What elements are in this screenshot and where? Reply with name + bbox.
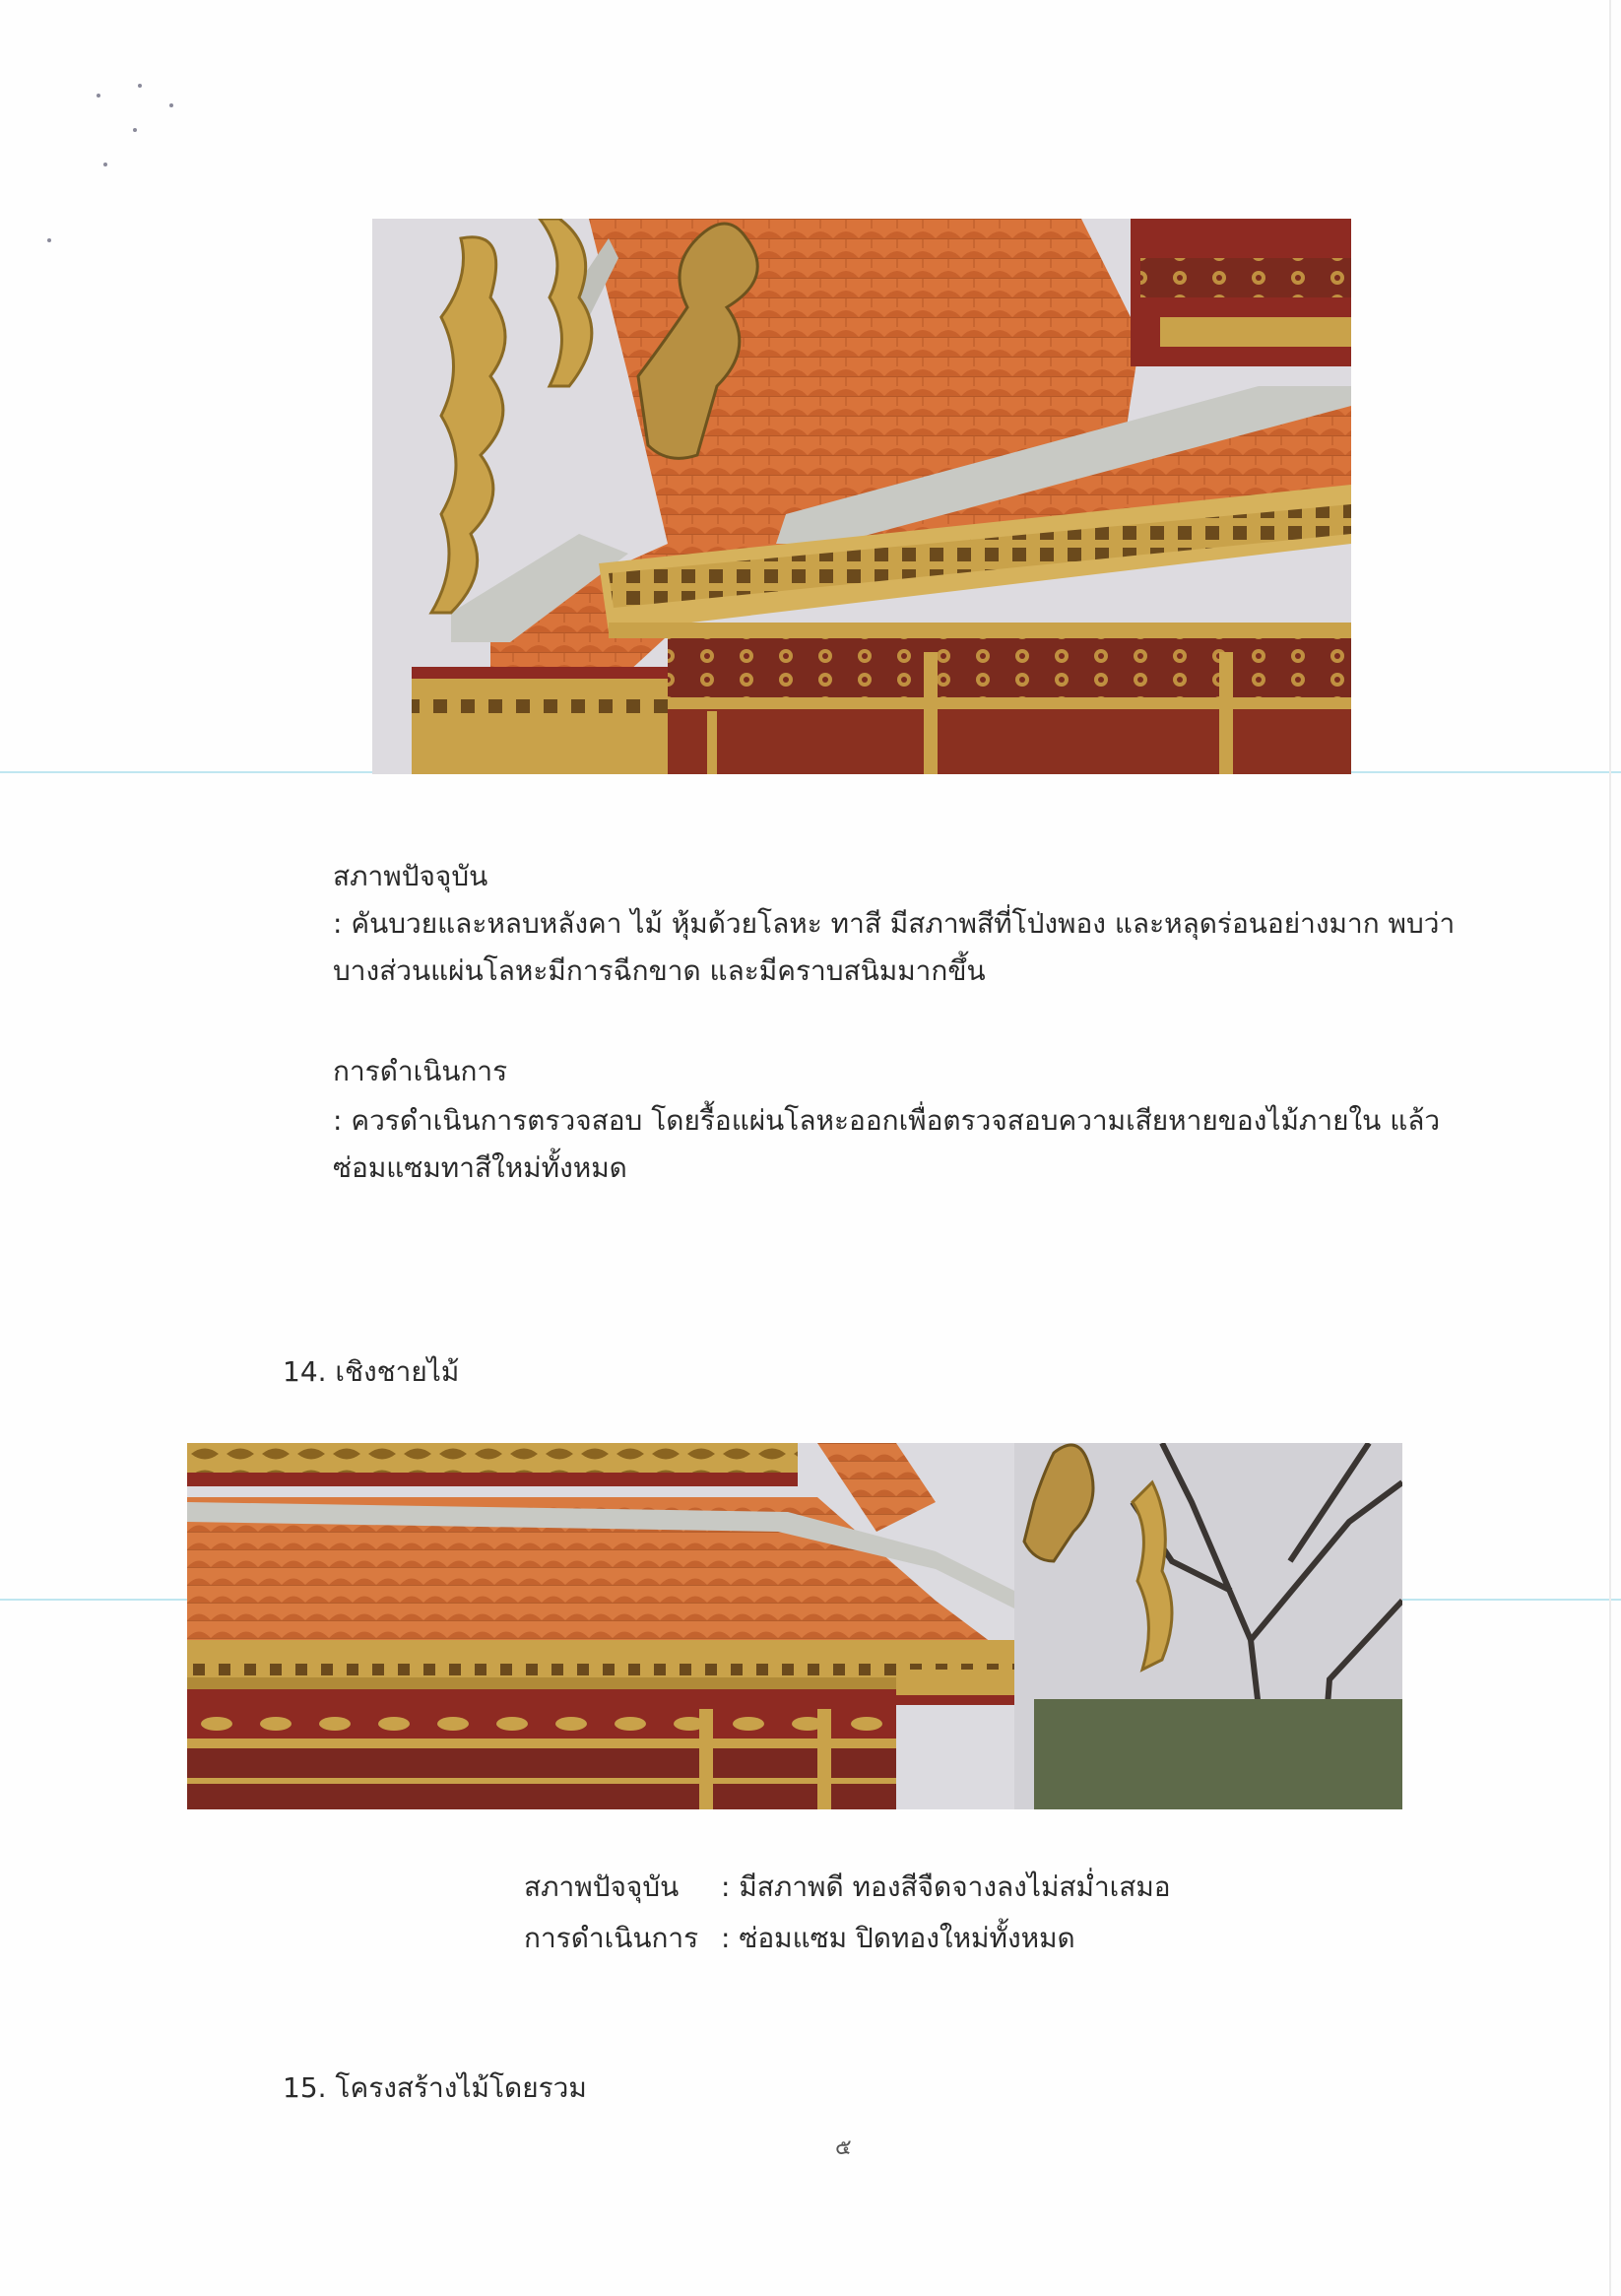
condition-line: บางส่วนแผ่นโลหะมีการฉีกขาด และมีคราบสนิมมากขึ้น <box>333 954 986 987</box>
section-14-heading: 14. เชิงชายไม้ <box>283 1355 460 1388</box>
scan-speck <box>103 163 107 166</box>
action-line: : ควรดำเนินการตรวจสอบ โดยรื้อแผ่นโลหะออกเพื่อตรวจสอบความเสียหายของไม้ภายใน แล้ว <box>333 1104 1441 1137</box>
action-row <box>524 1913 1171 1964</box>
scan-speck <box>133 128 137 132</box>
condition-line: : คันบวยและหลบหลังคา ไม้ หุ้มด้วยโลหะ ทาสี มีสภาพสีที่โป่งพอง และหลุดร่อนอย่างมาก พบว่า <box>333 907 1456 940</box>
condition-value: : มีสภาพดี ทองสีจืดจางลงไม่สม่ำเสมอ <box>721 1870 1171 1903</box>
condition-heading: สภาพปัจจุบัน <box>333 860 488 892</box>
scan-speck <box>97 94 100 98</box>
scan-speck <box>169 103 173 107</box>
scan-edge <box>1609 0 1611 2296</box>
section-14-details <box>524 1862 1171 1964</box>
scan-speck <box>138 84 142 88</box>
action-value: : ซ่อมแซม ปิดทองใหม่ทั้งหมด <box>721 1922 1075 1954</box>
page-number: ๕ <box>835 2135 852 2160</box>
condition-paragraph <box>333 900 1455 995</box>
scan-speck <box>47 238 51 242</box>
action-heading: การดำเนินการ <box>333 1055 508 1087</box>
action-label: การดำเนินการ <box>524 1922 699 1954</box>
wooden-fascia-eaves-photo <box>187 1443 1402 1809</box>
roof-corner-naga-finial-photo <box>372 219 1351 774</box>
condition-label: สภาพปัจจุบัน <box>524 1870 680 1903</box>
condition-row <box>524 1862 1171 1913</box>
section-15-heading: 15. โครงสร้างไม้โดยรวม <box>283 2071 587 2104</box>
action-line: ซ่อมแซมทาสีใหม่ทั้งหมด <box>333 1151 627 1184</box>
action-paragraph <box>333 1097 1440 1192</box>
